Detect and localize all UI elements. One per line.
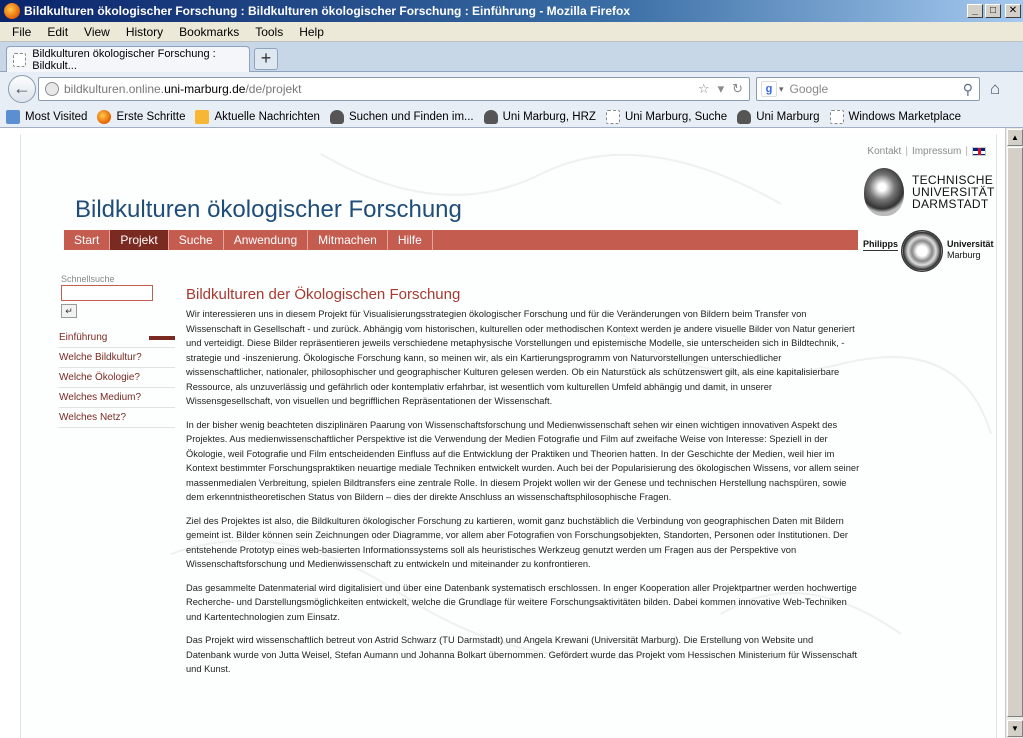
scroll-up-arrow-icon[interactable]: ▲ [1007,129,1023,146]
bookmark-uni-marburg-suche[interactable]: Uni Marburg, Suche [606,110,727,124]
menu-file[interactable]: File [12,24,32,39]
bookmark-suchen-und-finden[interactable]: Suchen und Finden im... [330,110,474,124]
paragraph-1: Wir interessieren uns in diesem Projekt für Visualisierungsstrategien ökologischer Forschung und für die Veränderungen von Bildern beim Transfer von Wissenschaft in Gesellschaft - und zurück. Abhängig vom historischen, kulturellen oder methodischen Kontext werden je andere visuelle Bilder von Natur generiert und verteidigt. Diese Bilder repräsentieren jeweils verschiedene metaphysische Vorstellungen und epistemische Modelle, sie unterscheiden sich in Bildtechnik, -strategie und -inszenierung. Ökologische Forschung kann, so meinen wir, als ein Kartierungsprogramm von Naturvorstellungen unterschiedlicher wissenschaftlicher, nationaler, philosophischer und geographischer Kulturen gelesen werden. Ob ein Naturstück als schützenswert gilt, als eine kapitalisierbare Ressource, als unzuverlässig und gefährlich oder kontemplativ erfahrbar, ist wesentlich vom kulturellen Umfeld abhängig und damit, in unserer Wissensgesellschaft, von visuellen und begrifflichen Repräsentationen der Wissenschaft. [186,309,855,406]
tu-darmstadt-logo[interactable] [864,168,995,216]
sidebar-item-welches-medium[interactable]: Welches Medium? [59,388,175,408]
search-input[interactable]: Google [789,82,829,96]
home-icon[interactable]: ⌂ [990,79,1001,98]
bookmark-uni-marburg-hrz[interactable]: Uni Marburg, HRZ [484,110,596,124]
globe-icon [45,82,59,96]
maximize-button[interactable]: □ [985,4,1001,18]
bookmarks-bar [0,106,1023,128]
tud-line1: TECHNISCHE [912,173,994,187]
google-icon[interactable]: g [761,81,777,97]
bookmark-uni-marburg[interactable]: Uni Marburg [737,110,819,124]
menu-tools[interactable]: Tools [255,24,284,39]
web-page [20,134,997,738]
url-bar[interactable] [38,77,750,101]
window-title: Bildkulturen ökologischer Forschung : Bildkulturen ökologischer Forschung : Einführung - Mozilla Firefox [24,4,631,18]
sidebar-navigation [59,328,175,428]
separator: | [965,146,968,157]
nav-anwendung[interactable]: Anwendung [224,230,308,250]
sidebar-item-welche-bildkultur[interactable]: Welche Bildkultur? [59,348,175,368]
navigation-bar [0,72,1023,106]
search-icon[interactable]: ⚲ [962,80,973,97]
nav-mitmachen[interactable]: Mitmachen [308,230,388,250]
scrollbar-thumb[interactable] [1007,147,1023,717]
bookmark-most-visited[interactable]: Most Visited [6,110,87,124]
paragraph-2: In der bisher wenig beachteten disziplinären Paarung von Wissenschaftsforschung und Medienwissenschaft sehen wir einen wichtigen innovativen Aspekt des Projektes. Aus medienwissenschaftlicher Perspektive ist die Verwendung der Medien Fotografie und Film auf zweifache Weise von Interesse: Speziell in der Ökologie, weil Fotografie und Film entscheidenden Einfluss auf die Entwicklung der Praktiken und Theorien hatten. In der Geschichte der Medien, weil hier im Kontext bestimmter Forschungspraktiken neuartige mediale Techniken entwickelt wurden. Auch bei der Popularisierung des ökologischen Wissens, vor allem seiner massenmedialen Verbreitung, spielen Bildtransfers eine zentrale Rolle. In diesem Projekt wollen wir der Genese und technischen Herstellung nachspüren, sowie dem erkenntnistheoretischen Status von Bildern – dies der direkte Anschluss an wissenschaftsphilosophische Fragen. [186,419,860,502]
impressum-link[interactable]: Impressum [911,146,962,157]
url-text[interactable]: bildkulturen.online.uni-marburg.de/de/projekt [64,82,302,96]
quick-search-label: Schnellsuche [61,274,115,284]
window-title-bar[interactable] [0,0,1023,22]
firefox-icon [4,3,20,19]
person-icon [484,110,498,124]
sidebar-item-einfuehrung[interactable]: Einführung [59,328,175,348]
reload-icon[interactable]: ↻ [732,81,743,96]
star-icon[interactable]: ☆ [697,81,710,96]
meta-links [867,146,986,157]
close-button[interactable]: ✕ [1005,4,1021,18]
uni-marburg-logo[interactable] [863,230,994,274]
menu-history[interactable]: History [125,24,164,39]
paragraph-5: Das Projekt wird wissenschaftlich betreut von Astrid Schwarz (TU Darmstadt) und Angela Krewani (Universität Marburg). Die Erstellung von Website und Datenbank wurde von Jutta Weisel, Stefan Aumann und Johanna Bolkart übernommen. Gefördert wurde das Projekt vom Hessischen Ministerium für Wissenschaft und Kunst. [186,635,858,674]
firefox-icon [97,110,111,124]
tab-strip [0,42,1023,72]
marburg-seal-icon [901,230,943,272]
blank-page-icon [606,110,620,124]
tab-active[interactable] [6,46,250,72]
tu-darmstadt-seal-icon [864,168,904,216]
page-icon [13,53,26,67]
menu-help[interactable]: Help [299,24,324,39]
sidebar-item-welche-oekologie[interactable]: Welche Ökologie? [59,368,175,388]
paragraph-3: Ziel des Projektes ist also, die Bildkulturen ökologischer Forschung zu kartieren, womit ganz buchstäblich die Verbindung von geographischen Daten mit Bildern gemeint ist. Bilder können sein Zeichnungen oder Diagramme, vor allem aber Fotografien von Forschungsobjekten, Standorten, Personen oder Institutionen. Der entstehende Prototyp eines web-basierten Informationssystems soll als heuristisches Werkzeug genutzt werden um Fragen aus der Perspektive von Wissenschaftsforschung und Medienwissenschaft zu entwickeln und miteinander zu konfrontieren. [186,515,848,569]
blank-page-icon [830,110,844,124]
minimize-button[interactable]: _ [967,4,983,18]
english-flag-icon[interactable] [972,147,986,156]
main-navigation [64,230,858,250]
quick-search-input[interactable] [61,285,153,301]
nav-hilfe[interactable]: Hilfe [388,230,433,250]
nav-suche[interactable]: Suche [169,230,224,250]
rss-icon [195,110,209,124]
back-button[interactable]: ← [8,75,36,103]
menu-view[interactable]: View [84,24,110,39]
search-engine-dropdown-icon[interactable]: ▾ [779,83,784,94]
most-visited-icon [6,110,20,124]
marburg-philipps: Philipps [863,239,899,249]
kontakt-link[interactable]: Kontakt [867,146,902,157]
nav-projekt[interactable]: Projekt [110,230,168,250]
page-viewport [0,128,1005,738]
bookmark-aktuelle-nachrichten[interactable]: Aktuelle Nachrichten [195,110,319,124]
nav-start[interactable]: Start [64,230,110,250]
separator: | [905,146,908,157]
person-icon [330,110,344,124]
bookmark-erste-schritte[interactable]: Erste Schritte [97,110,185,124]
site-title[interactable]: Bildkulturen ökologischer Forschung [75,196,462,223]
person-icon [737,110,751,124]
main-content [186,286,860,686]
marburg-universitaet: Universität [947,239,994,249]
tud-line2: UNIVERSITÄT [912,185,995,199]
page-heading: Bildkulturen der Ökologischen Forschung [186,286,461,303]
sidebar-item-welches-netz[interactable]: Welches Netz? [59,408,175,428]
new-tab-button[interactable]: + [254,48,278,70]
paragraph-4: Das gesammelte Datenmaterial wird digitalisiert und über eine Datenbank systematisch erschlossen. In enger Kooperation aller Projektpartner werden hochwertige Recherche- und Darstellungsmöglichkeiten entwickelt, welche die Grundlage für weitere Forschungsaktivitäten bilden. Dabei kommen innovative Web-Techniken und Kartentechnologien zum Einsatz. [186,582,857,622]
menu-edit[interactable]: Edit [47,24,69,39]
tud-line3: DARMSTADT [912,197,989,211]
menu-bookmarks[interactable]: Bookmarks [179,24,240,39]
bookmark-windows-marketplace[interactable]: Windows Marketplace [830,110,961,124]
dropdown-arrow-icon[interactable]: ▾ [717,81,725,96]
marburg-city: Marburg [947,250,981,260]
vertical-scrollbar[interactable] [1005,128,1023,738]
menu-bar [0,22,1023,42]
quick-search-submit-button[interactable]: ↵ [61,304,77,318]
scroll-down-arrow-icon[interactable]: ▼ [1007,720,1023,737]
search-bar[interactable] [756,77,980,101]
tab-label: Bildkulturen ökologischer Forschung : Bildkult... [32,47,216,72]
